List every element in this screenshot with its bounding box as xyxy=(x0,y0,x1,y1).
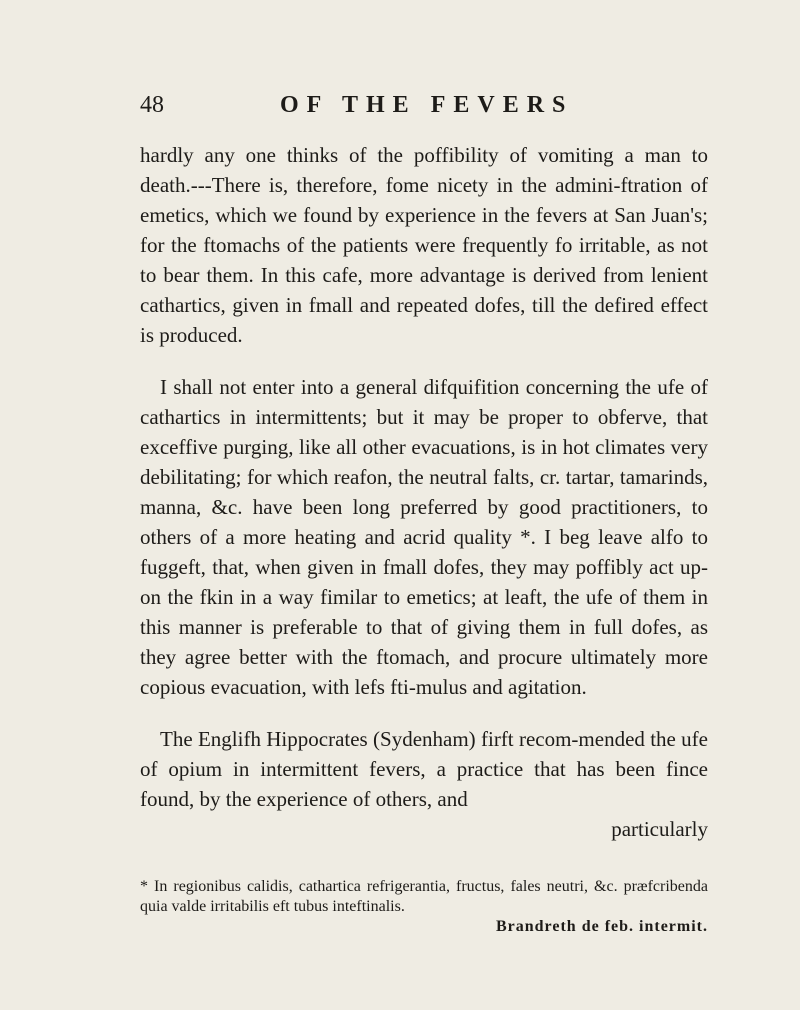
catchword: particularly xyxy=(611,817,708,841)
page-number: 48 xyxy=(140,92,164,118)
body-text xyxy=(140,140,708,844)
paragraph: The Englifh Hippocrates (Sydenham) firft recom-mended the ufe of opium in intermittent fevers, a practice that has been fince found, by the experience of others, and xyxy=(140,727,708,811)
page-header xyxy=(140,92,700,132)
running-title: OF THE FEVERS xyxy=(280,92,574,118)
footnote-text: * In regionibus calidis, cathartica refrigerantia, fructus, fales neutri, &c. præfcribenda quia valde irritabilis eft tubus inteftinalis. xyxy=(140,878,708,915)
paragraph: I shall not enter into a general difquifition concerning the ufe of cathartics in intermittents; but it may be proper to obferve, that exceffive purging, like all other evacuations, is in hot climates very debilitating; for which reafon, the neutral falts, cr. tartar, tamarinds, manna, &c. have been long preferred by good practitioners, to others of a more heating and acrid quality *. I beg leave alfo to fuggeft, that, when given in fmall dofes, they may poffibly act up-on the fkin in a way fimilar to emetics; at leaft, the ufe of them in this manner is preferable to that of giving them in full dofes, as they agree better with the ftomach, and procure ultimately more copious evacuation, with lefs fti-mulus and agitation. xyxy=(140,375,708,699)
paragraph: hardly any one thinks of the poffibility of vomiting a man to death.---There is, therefore, fome nicety in the admini-ftration of emetics, which we found by experience in the fevers at San Juan's; for the ftomachs of the patients were frequently fo irritable, as not to bear them. In this cafe, more advantage is derived from lenient cathartics, given in fmall and repeated dofes, till the defired effect is produced. xyxy=(140,143,708,347)
footnote-citation: Brandreth de feb. intermit. xyxy=(495,918,708,935)
footnote xyxy=(140,877,708,937)
